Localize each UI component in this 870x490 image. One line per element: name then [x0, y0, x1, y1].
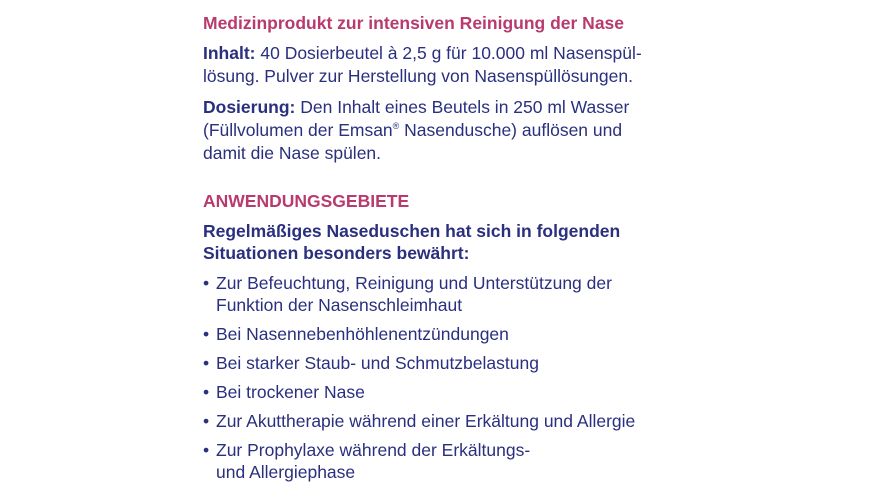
bullet-icon: • — [203, 382, 210, 402]
dosierung-text-line1: Den Inhalt eines Beutels in 250 ml Wasser — [295, 97, 630, 117]
list-item-line1: Bei starker Staub- und Schmutzbelastung — [216, 353, 539, 373]
inhalt-paragraph — [203, 42, 703, 88]
list-item-line2: Funktion der Nasenschleimhaut — [216, 295, 463, 315]
section-title-anwendungsgebiete: ANWENDUNGSGEBIETE — [203, 191, 410, 211]
list-item-line2: und Allergiephase — [216, 462, 356, 482]
bullet-icon: • — [203, 273, 210, 293]
product-heading: Medizinprodukt zur intensiven Reinigung der Nase — [203, 13, 625, 33]
dosierung-paragraph — [203, 96, 703, 165]
inhalt-label: Inhalt: — [203, 43, 256, 63]
list-item — [203, 381, 703, 403]
product-info-block — [203, 12, 703, 490]
list-item-line1: Bei trockener Nase — [216, 382, 365, 402]
bullet-icon: • — [203, 440, 210, 460]
anwendung-intro — [203, 220, 703, 264]
list-item-line1: Bei Nasennebenhöhlenentzündungen — [216, 324, 509, 344]
registered-mark: ® — [392, 121, 400, 132]
list-item — [203, 272, 703, 316]
dosierung-text-line3: damit die Nase spülen. — [203, 143, 382, 163]
dosierung-label: Dosierung: — [203, 97, 296, 117]
list-item — [203, 352, 703, 374]
bullet-icon: • — [203, 324, 210, 344]
list-item-line1: Zur Prophylaxe während der Erkältungs- — [216, 440, 531, 460]
list-item — [203, 410, 703, 432]
anwendung-intro-line1: Regelmäßiges Naseduschen hat sich in folgenden — [203, 221, 621, 241]
inhalt-text-line1: 40 Dosierbeutel à 2,5 g für 10.000 ml Nasenspül- — [255, 43, 642, 63]
list-item — [203, 323, 703, 345]
list-item-line1: Zur Befeuchtung, Reinigung und Unterstützung der — [216, 273, 612, 293]
dosierung-text-line2a: (Füllvolumen der Emsan — [203, 120, 393, 140]
list-item — [203, 439, 703, 483]
anwendung-intro-line2: Situationen besonders bewährt: — [203, 243, 470, 263]
bullet-icon: • — [203, 411, 210, 431]
dosierung-text-line2b: Nasendusche) auflösen und — [399, 120, 623, 140]
inhalt-text-line2: lösung. Pulver zur Herstellung von Nasenspüllösungen. — [203, 66, 633, 86]
anwendung-list — [203, 272, 703, 483]
list-item-line1: Zur Akuttherapie während einer Erkältung und Allergie — [216, 411, 636, 431]
bullet-icon: • — [203, 353, 210, 373]
